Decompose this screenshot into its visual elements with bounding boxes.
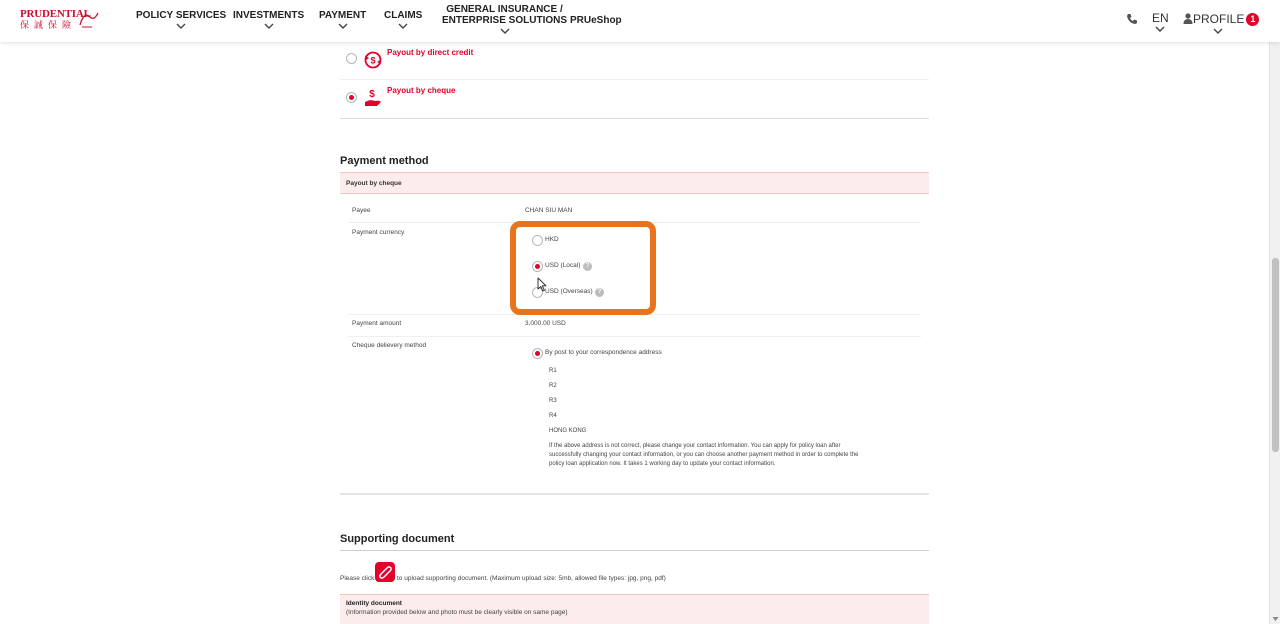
svg-text:$: $: [369, 89, 375, 100]
help-icon[interactable]: ?: [583, 262, 592, 271]
scroll-down-arrow-icon[interactable]: [1272, 616, 1279, 622]
payout-direct-credit-label[interactable]: Payout by direct credit: [387, 48, 474, 57]
profile-menu[interactable]: [1183, 13, 1259, 35]
payee-label: Payee: [352, 207, 371, 214]
chevron-down-icon: [264, 22, 274, 30]
cheque-hand-icon: [364, 88, 382, 108]
scrollbar-thumb[interactable]: [1272, 258, 1279, 452]
identity-document-band: [340, 594, 929, 624]
payout-cheque-radio[interactable]: [346, 92, 357, 103]
payee-value: CHAN SIU MAN: [525, 207, 573, 214]
payment-amount-value: 3,000.00 USD: [525, 320, 566, 327]
chevron-down-icon: [1213, 27, 1223, 35]
currency-usd-overseas-label[interactable]: USD (Overseas): [545, 288, 593, 295]
payment-method-title: Payment method: [340, 155, 429, 167]
payment-amount-label: Payment amount: [352, 320, 402, 327]
phone-icon[interactable]: [1126, 13, 1138, 25]
supporting-document-title: Supporting document: [340, 533, 455, 545]
nav-label: INVESTMENTS: [233, 10, 305, 21]
address-line: R3: [549, 398, 557, 404]
divider: [348, 336, 921, 337]
chevron-down-icon: [176, 22, 186, 30]
nav-prueshop[interactable]: [570, 15, 622, 26]
upload-instruction-suffix: to upload supporting document. (Maximum upload size: 5mb, allowed file types: jpg, png, pdf): [397, 575, 666, 582]
nav-general-insurance[interactable]: [442, 4, 567, 35]
user-icon: [1183, 13, 1193, 24]
chevron-down-icon: [398, 22, 408, 30]
divider: [340, 118, 929, 119]
chevron-down-icon: [1155, 25, 1165, 33]
nav-policy-services[interactable]: [136, 10, 226, 30]
address-note: If the above address is not correct, please change your contact information. You can apply for policy loan after: [549, 443, 841, 449]
help-icon[interactable]: ?: [595, 288, 604, 297]
divider: [340, 79, 929, 80]
delivery-by-post-radio[interactable]: [532, 348, 543, 359]
payment-currency-label: Payment currency: [352, 229, 405, 236]
chevron-down-icon: [500, 27, 510, 35]
upload-attachment-button[interactable]: [375, 562, 395, 582]
nav-label-line1: GENERAL INSURANCE /: [446, 4, 563, 15]
logo-text: PRUDENTIAL: [20, 8, 91, 20]
currency-hkd-label[interactable]: HKD: [545, 236, 559, 243]
address-note: policy loan application now. It takes 1 working day to update your contact information.: [549, 461, 776, 467]
divider: [340, 550, 929, 551]
language-switcher[interactable]: [1152, 13, 1169, 33]
page-scrollbar[interactable]: [1269, 0, 1280, 624]
mouse-cursor-icon: [537, 277, 547, 292]
notification-badge: 1: [1246, 13, 1259, 26]
logo-emblem-icon: [76, 9, 100, 29]
nav-label: PRUeShop: [570, 15, 622, 26]
language-label: EN: [1152, 11, 1169, 25]
currency-highlight-box: [510, 221, 656, 315]
divider: [340, 493, 929, 495]
top-navigation-bar: [0, 0, 1280, 42]
nav-label: POLICY SERVICES: [136, 10, 227, 21]
paperclip-icon: [375, 562, 395, 582]
nav-label-line2: ENTERPRISE SOLUTIONS: [442, 15, 568, 26]
svg-text:$: $: [370, 55, 376, 66]
nav-label: PAYMENT: [319, 10, 367, 21]
address-line: R4: [549, 413, 557, 419]
delivery-by-post-label[interactable]: By post to your correspondence address: [545, 349, 662, 356]
cheque-delivery-label: Cheque delievery method: [352, 342, 427, 349]
address-note: successfully changing your contact information, or you can choose another payment method in order to complete the: [549, 452, 859, 458]
payout-cheque-label[interactable]: Payout by cheque: [387, 86, 456, 95]
nav-investments[interactable]: [233, 10, 304, 30]
logo-chinese-text: 保誠保險: [20, 20, 77, 30]
chevron-down-icon: [338, 22, 348, 30]
upload-instruction-prefix: Please click: [340, 575, 375, 582]
address-line: R2: [549, 383, 557, 389]
address-line: HONG KONG: [549, 428, 587, 434]
direct-credit-icon: [362, 50, 384, 70]
payment-method-band: [340, 172, 929, 194]
currency-usd-local-label[interactable]: USD (Local): [545, 262, 581, 269]
nav-label: CLAIMS: [384, 10, 423, 21]
nav-payment[interactable]: [319, 10, 366, 30]
address-line: R1: [549, 368, 557, 374]
prudential-logo[interactable]: [20, 9, 98, 31]
identity-document-note: (Information provided below and photo must be clearly visible on same page): [346, 609, 568, 616]
payment-method-band-label: Payout by cheque: [346, 180, 402, 187]
nav-claims[interactable]: [384, 10, 422, 30]
profile-label: PROFILE: [1193, 12, 1245, 26]
identity-document-title: Identity document: [346, 600, 402, 607]
payout-direct-credit-radio[interactable]: [346, 53, 357, 64]
